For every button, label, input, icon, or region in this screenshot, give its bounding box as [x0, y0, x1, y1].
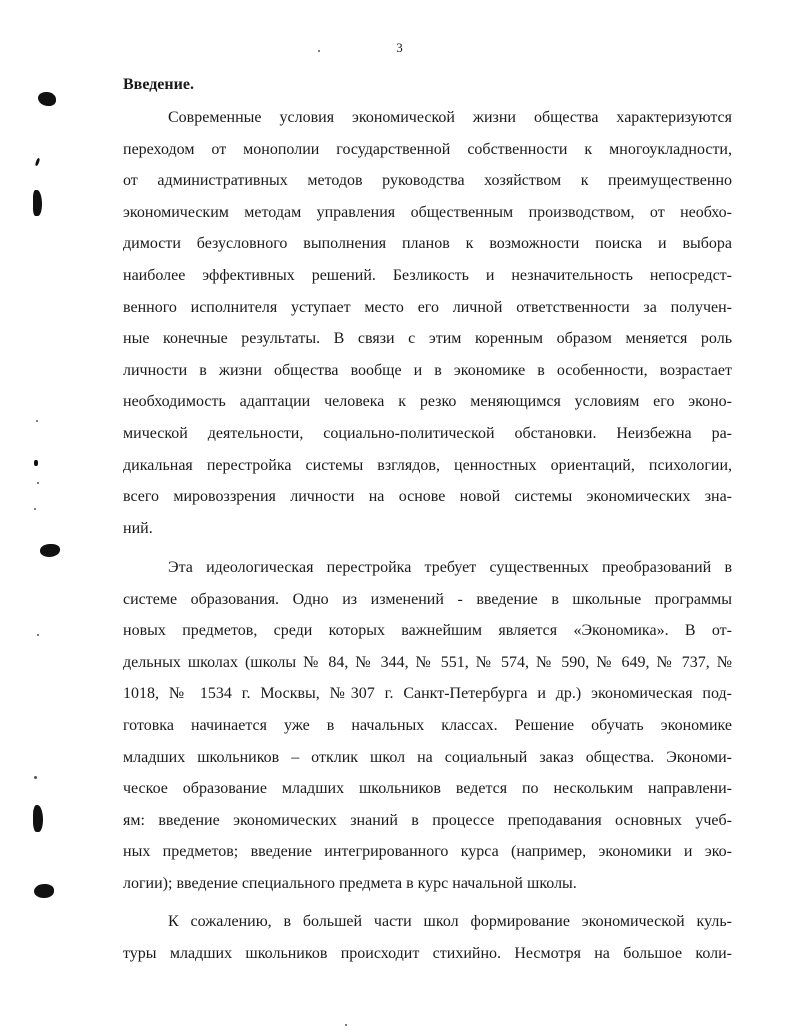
text-line: Современные условия экономической жизни общества характеризуются [168, 109, 732, 126]
scan-speck [34, 508, 36, 510]
scan-blot [34, 460, 38, 466]
text-line: ческое образование младших школьников ведется по нескольким направлени- [123, 780, 732, 798]
text-line: наиболее эффективных решений. Безликость и незначительность непосредст- [123, 266, 732, 284]
scan-speck [34, 776, 37, 779]
scan-speck [345, 1024, 347, 1026]
scan-blot [40, 544, 60, 557]
text-line: системе образования. Одно из изменений - введение в школьные программы [123, 590, 732, 608]
text-line: 1018, № 1534 г. Москвы, №307 г. Санкт-Петербурга и др.) экономическая под- [123, 685, 732, 703]
scan-speck [36, 420, 38, 422]
scan-speck [318, 50, 320, 52]
text-line: ний. [123, 519, 153, 537]
scan-blot [38, 92, 56, 106]
text-line: ных предметов; введение интегрированного курса (например, экономики и эко- [123, 843, 732, 861]
text-line: венного исполнителя уступает место его личной ответственности за получен- [123, 298, 732, 316]
paragraph-1 [123, 102, 732, 544]
text-line: ные конечные результаты. В связи с этим коренным образом меняется роль [123, 330, 732, 348]
scan-blot [34, 884, 54, 898]
text-line: Эта идеологическая перестройка требует существенных преобразований в [168, 559, 732, 576]
text-line: мической деятельности, социально-политической обстановки. Неизбежна ра- [123, 424, 732, 442]
text-line: дикальная перестройка системы взглядов, ценностных ориентаций, психологии, [123, 456, 732, 474]
text-line: К сожалению, в большей части школ формирование экономической куль- [168, 913, 732, 930]
text-line: всего мировоззрения личности на основе новой системы экономических зна- [123, 488, 732, 506]
text-line: новых предметов, среди которых важнейшим является «Экономика». В от- [123, 622, 732, 640]
text-line: дельных школах (школы № 84, № 344, № 551, № 574, № 590, № 649, № 737, № [123, 653, 732, 671]
paragraph-3 [123, 906, 732, 969]
text-line: ям: введение экономических знаний в процессе преподавания основных учеб- [123, 811, 732, 829]
page-number: 3 [396, 40, 403, 55]
text-line: димости безусловного выполнения планов к возможности поиска и выбора [123, 235, 732, 253]
text-line: младших школьников – отклик школ на социальный заказ общества. Экономи- [123, 748, 732, 766]
scan-speck [37, 482, 39, 484]
scan-blot [33, 805, 43, 832]
paragraph-2 [123, 552, 732, 900]
text-line: туры младших школьников происходит стихийно. Несмотря на большое коли- [123, 944, 732, 962]
text-line: логии); введение специального предмета в курс начальной школы. [123, 874, 577, 892]
scan-blot [35, 158, 41, 167]
scan-blot [33, 190, 42, 216]
text-line: готовка начинается уже в начальных классах. Решение обучать экономике [123, 716, 732, 734]
scan-speck [37, 634, 39, 636]
text-line: экономическим методам управления общественным производством, от необхо- [123, 203, 732, 221]
text-line: переходом от монополии государственной собственности к многоукладности, [123, 140, 732, 158]
text-line: необходимость адаптации человека к резко меняющимся условиям его эконо- [123, 393, 732, 411]
text-line: личности в жизни общества вообще и в экономике в особенности, возрастает [123, 361, 732, 379]
text-line: от административных методов руководства хозяйством к преимущественно [123, 172, 732, 190]
section-heading: Введение. [123, 76, 194, 93]
